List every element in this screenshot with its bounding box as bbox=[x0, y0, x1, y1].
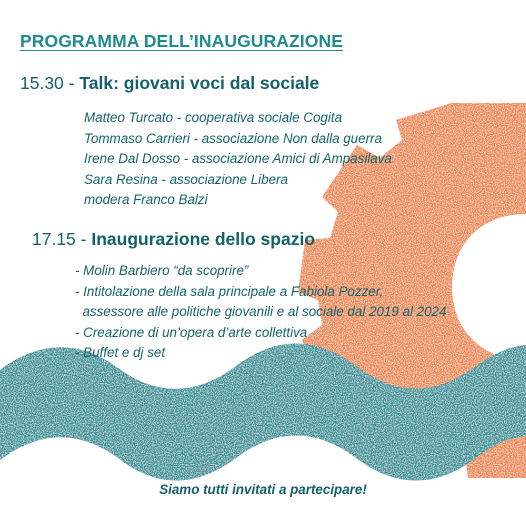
list-item: - Creazione di un’opera d’arte collettiva bbox=[75, 324, 308, 340]
section-name: Inaugurazione dello spazio bbox=[91, 229, 316, 249]
list-item: Tommaso Carrieri - associazione Non dalla guerra bbox=[84, 130, 382, 146]
section-header-inauguration bbox=[32, 229, 315, 250]
speakers-list bbox=[84, 108, 392, 211]
section-dash: - bbox=[68, 73, 75, 93]
list-item: Irene Dal Dosso - associazione Amici di Ampasilava bbox=[84, 151, 392, 167]
section-name: Talk: giovani voci dal sociale bbox=[79, 73, 320, 93]
footer-invitation: Siamo tutti invitati a partecipare! bbox=[159, 482, 367, 497]
section-header-talk bbox=[20, 73, 319, 94]
list-item: - Intitolazione della sala principale a Fabiola Pozzer, bbox=[75, 283, 384, 299]
section-time: 17.15 bbox=[32, 229, 76, 249]
section-dash: - bbox=[80, 229, 87, 249]
list-item: - Buffet e dj set bbox=[75, 345, 166, 361]
list-item: - Molin Barbiero “da scoprire” bbox=[75, 263, 249, 278]
list-item: modera Franco Balzi bbox=[84, 192, 208, 208]
list-item: Sara Resina - associazione Libera bbox=[84, 171, 288, 187]
list-item: Matteo Turcato - cooperativa sociale Cogita bbox=[84, 110, 343, 125]
list-item: assessore alle politiche giovanili e al sociale dal 2019 al 2024 bbox=[75, 304, 447, 320]
activities-list bbox=[75, 261, 446, 364]
page-title: PROGRAMMA DELL’INAUGURAZIONE bbox=[20, 31, 343, 51]
section-time: 15.30 bbox=[20, 73, 64, 93]
